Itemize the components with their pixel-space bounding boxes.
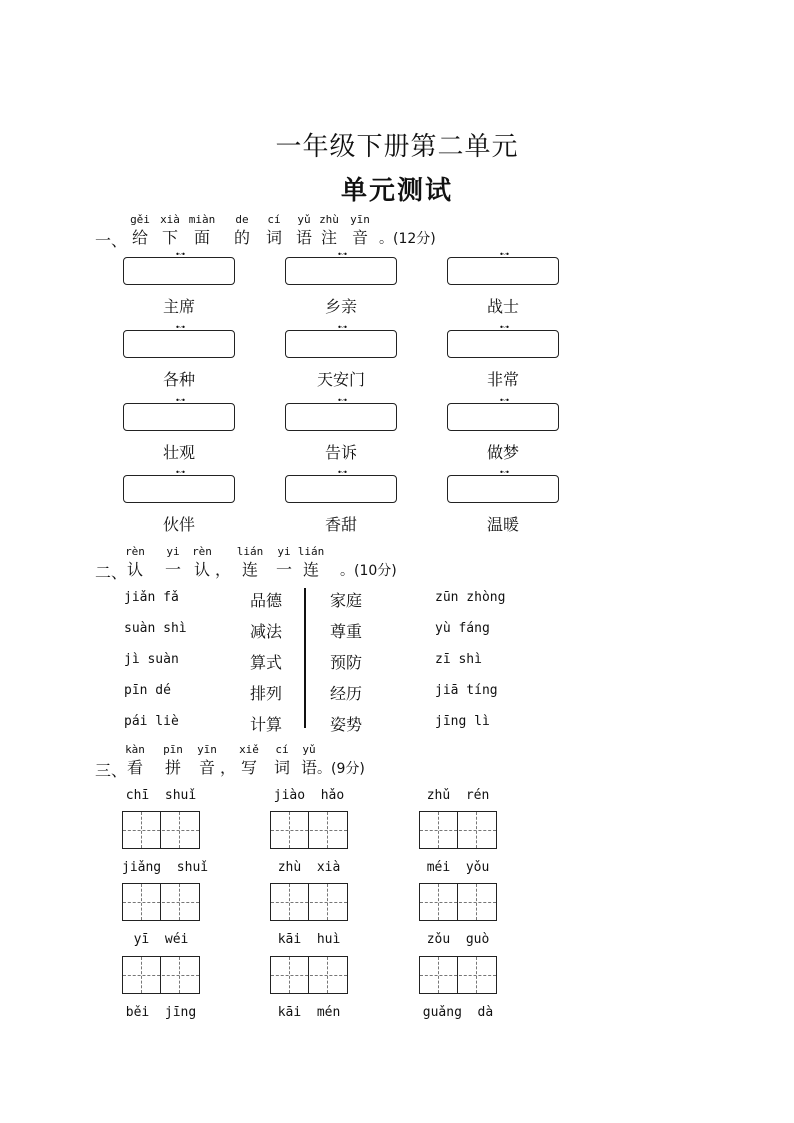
section-1-score: 。(12分) — [379, 231, 436, 247]
grid-guide-line — [123, 902, 199, 903]
bow-ornament-icon: •ᵕ• — [337, 396, 347, 405]
grid-guide-line — [420, 902, 496, 903]
bow-ornament-icon: •ᵕ• — [337, 468, 347, 477]
section-2-heading — [95, 544, 495, 588]
word-to-annotate: 非常 — [486, 370, 519, 389]
heading-char-hanzi: 词 — [273, 758, 290, 777]
heading-char-hanzi: 下 — [161, 228, 178, 247]
left-word: 排列 — [250, 684, 283, 703]
word-to-annotate: 做梦 — [486, 443, 519, 462]
heading-char-hanzi: 给 — [131, 228, 148, 247]
left-word: 品德 — [250, 591, 283, 610]
bow-ornament-icon: •ᵕ• — [499, 250, 509, 259]
pinyin-answer-box[interactable] — [285, 468, 397, 503]
heading-char-hanzi: 注 — [320, 228, 337, 247]
pinyin-prompt: zǒu guò — [426, 932, 490, 947]
word-to-annotate: 壮观 — [162, 443, 195, 462]
word-to-annotate: 天安门 — [316, 370, 365, 389]
left-word: 减法 — [250, 622, 283, 641]
right-pinyin: jīng lì — [435, 714, 490, 729]
left-pinyin: jì suàn — [124, 652, 179, 667]
title-line-2: 单元测试 — [340, 176, 453, 206]
tianzige-writing-grid[interactable] — [419, 883, 497, 921]
pinyin-answer-box[interactable] — [447, 396, 559, 431]
heading-char-hanzi: 词 — [265, 228, 282, 247]
heading-char-pinyin: yi — [166, 545, 180, 558]
heading-char — [340, 212, 380, 249]
heading-char-pinyin: yǔ — [297, 213, 311, 226]
grid-guide-line — [123, 975, 199, 976]
heading-char-pinyin: cí — [275, 743, 289, 756]
pinyin-answer-box[interactable] — [447, 250, 559, 285]
heading-char-hanzi: 认 — [193, 560, 210, 579]
bow-ornament-icon: •ᵕ• — [337, 323, 347, 332]
heading-char — [289, 742, 329, 779]
right-word: 姿势 — [330, 715, 363, 734]
tianzige-writing-grid[interactable] — [122, 956, 200, 994]
heading-char-pinyin: xià — [160, 213, 180, 226]
heading-char-pinyin: rèn — [192, 545, 212, 558]
matching-divider — [304, 588, 306, 728]
word-to-annotate: 主席 — [162, 297, 195, 316]
right-word: 预防 — [330, 653, 363, 672]
heading-char-pinyin: miàn — [188, 213, 216, 226]
bow-ornament-icon: •ᵕ• — [499, 468, 509, 477]
heading-char-pinyin: cí — [267, 213, 281, 226]
pinyin-prompt: yī wéi — [133, 932, 189, 947]
heading-char-hanzi: 音 — [351, 228, 368, 247]
left-word: 计算 — [250, 715, 283, 734]
grid-guide-line — [271, 902, 347, 903]
pinyin-prompt: zhǔ rén — [426, 788, 490, 803]
heading-char-hanzi: 看 — [126, 758, 143, 777]
pinyin-answer-box[interactable] — [285, 250, 397, 285]
heading-char-pinyin: yīn — [197, 743, 217, 756]
word-to-annotate: 各种 — [162, 370, 195, 389]
right-pinyin: yù fáng — [435, 621, 490, 636]
pinyin-answer-box[interactable] — [447, 468, 559, 503]
heading-char-pinyin: pīn — [163, 743, 183, 756]
heading-char-hanzi: 音 — [198, 758, 215, 777]
pinyin-answer-box[interactable] — [447, 323, 559, 358]
heading-char-hanzi: 的 — [233, 228, 250, 247]
pinyin-prompt: zhù xià — [277, 860, 341, 875]
heading-char-hanzi: 连 — [302, 560, 319, 579]
grid-guide-line — [123, 830, 199, 831]
heading-char — [182, 212, 222, 249]
pinyin-answer-box[interactable] — [123, 396, 235, 431]
heading-char-pinyin: rèn — [125, 545, 145, 558]
section-3-heading — [95, 742, 495, 786]
heading-char-pinyin: kàn — [125, 743, 145, 756]
heading-char-hanzi: ， — [214, 560, 231, 579]
heading-char — [115, 742, 155, 779]
word-to-annotate: 伙伴 — [162, 515, 195, 534]
word-to-annotate: 告诉 — [324, 443, 357, 462]
right-pinyin: zī shì — [435, 652, 482, 667]
tianzige-writing-grid[interactable] — [270, 956, 348, 994]
section-2-score: 。(10分) — [340, 563, 397, 579]
grid-guide-line — [420, 975, 496, 976]
heading-char-pinyin: lián — [236, 545, 264, 558]
left-pinyin: pái liè — [124, 714, 179, 729]
heading-char-hanzi: 一 — [164, 560, 181, 579]
bow-ornament-icon: •ᵕ• — [175, 250, 185, 259]
pinyin-answer-box[interactable] — [285, 396, 397, 431]
word-to-annotate: 温暖 — [486, 515, 519, 534]
heading-char-hanzi: 语 — [300, 758, 317, 777]
heading-char-hanzi: 连 — [241, 560, 258, 579]
pinyin-prompt: jiǎng shuǐ — [122, 860, 209, 875]
heading-char-pinyin: yi — [277, 545, 291, 558]
pinyin-prompt: guǎng dà — [422, 1005, 494, 1020]
left-pinyin: jiǎn fǎ — [124, 590, 179, 605]
pinyin-answer-box[interactable] — [123, 250, 235, 285]
pinyin-prompt: kāi huì — [277, 932, 341, 947]
tianzige-writing-grid[interactable] — [419, 956, 497, 994]
pinyin-answer-box[interactable] — [123, 323, 235, 358]
right-pinyin: zūn zhòng — [435, 590, 506, 605]
heading-char-pinyin: lián — [297, 545, 325, 558]
word-to-annotate: 香甜 — [324, 515, 357, 534]
left-pinyin: pīn dé — [124, 683, 171, 698]
left-pinyin: suàn shì — [124, 621, 187, 636]
bow-ornament-icon: •ᵕ• — [499, 396, 509, 405]
left-word: 算式 — [250, 653, 283, 672]
bow-ornament-icon: •ᵕ• — [175, 468, 185, 477]
heading-char-pinyin: gěi — [130, 213, 150, 226]
tianzige-writing-grid[interactable] — [419, 811, 497, 849]
heading-char-pinyin: yǔ — [302, 743, 316, 756]
pinyin-prompt: běi jīng — [125, 1005, 197, 1020]
title-line-1: 一年级下册第二单元 — [275, 132, 519, 162]
pinyin-prompt: jiào hǎo — [273, 788, 345, 803]
section-3-number: 三、 — [95, 761, 128, 780]
bow-ornament-icon: •ᵕ• — [175, 396, 185, 405]
right-word: 家庭 — [330, 591, 363, 610]
tianzige-writing-grid[interactable] — [122, 883, 200, 921]
word-to-annotate: 战士 — [486, 297, 519, 316]
heading-char-hanzi: 面 — [193, 228, 210, 247]
heading-char-hanzi: 拼 — [164, 758, 181, 777]
bow-ornament-icon: •ᵕ• — [175, 323, 185, 332]
heading-char-hanzi: 写 — [240, 758, 257, 777]
word-to-annotate: 乡亲 — [324, 297, 357, 316]
section-2-number: 二、 — [95, 563, 128, 582]
tianzige-writing-grid[interactable] — [270, 811, 348, 849]
heading-char-pinyin: yīn — [350, 213, 370, 226]
heading-char-pinyin: de — [235, 213, 249, 226]
section-1-heading — [95, 212, 495, 256]
right-word: 经历 — [330, 684, 363, 703]
heading-char-pinyin: zhù — [319, 213, 339, 226]
section-3-score: 。(9分) — [317, 761, 365, 777]
bow-ornament-icon: •ᵕ• — [337, 250, 347, 259]
bow-ornament-icon: •ᵕ• — [499, 323, 509, 332]
pinyin-prompt: méi yǒu — [426, 860, 490, 875]
tianzige-writing-grid[interactable] — [270, 883, 348, 921]
heading-char-hanzi: 语 — [295, 228, 312, 247]
tianzige-writing-grid[interactable] — [122, 811, 200, 849]
pinyin-answer-box[interactable] — [285, 323, 397, 358]
heading-char — [115, 544, 155, 581]
grid-guide-line — [420, 830, 496, 831]
heading-char-pinyin: xiě — [239, 743, 259, 756]
heading-char — [291, 544, 331, 581]
heading-char-hanzi: ， — [219, 758, 236, 777]
section-1-number: 一、 — [95, 231, 128, 250]
heading-char-hanzi: 一 — [275, 560, 292, 579]
pinyin-answer-box[interactable] — [123, 468, 235, 503]
pinyin-prompt: chī shuǐ — [125, 788, 197, 803]
right-pinyin: jiā tíng — [435, 683, 498, 698]
pinyin-prompt: kāi mén — [277, 1005, 341, 1020]
grid-guide-line — [271, 975, 347, 976]
heading-char-hanzi: 认 — [126, 560, 143, 579]
right-word: 尊重 — [330, 622, 363, 641]
grid-guide-line — [271, 830, 347, 831]
